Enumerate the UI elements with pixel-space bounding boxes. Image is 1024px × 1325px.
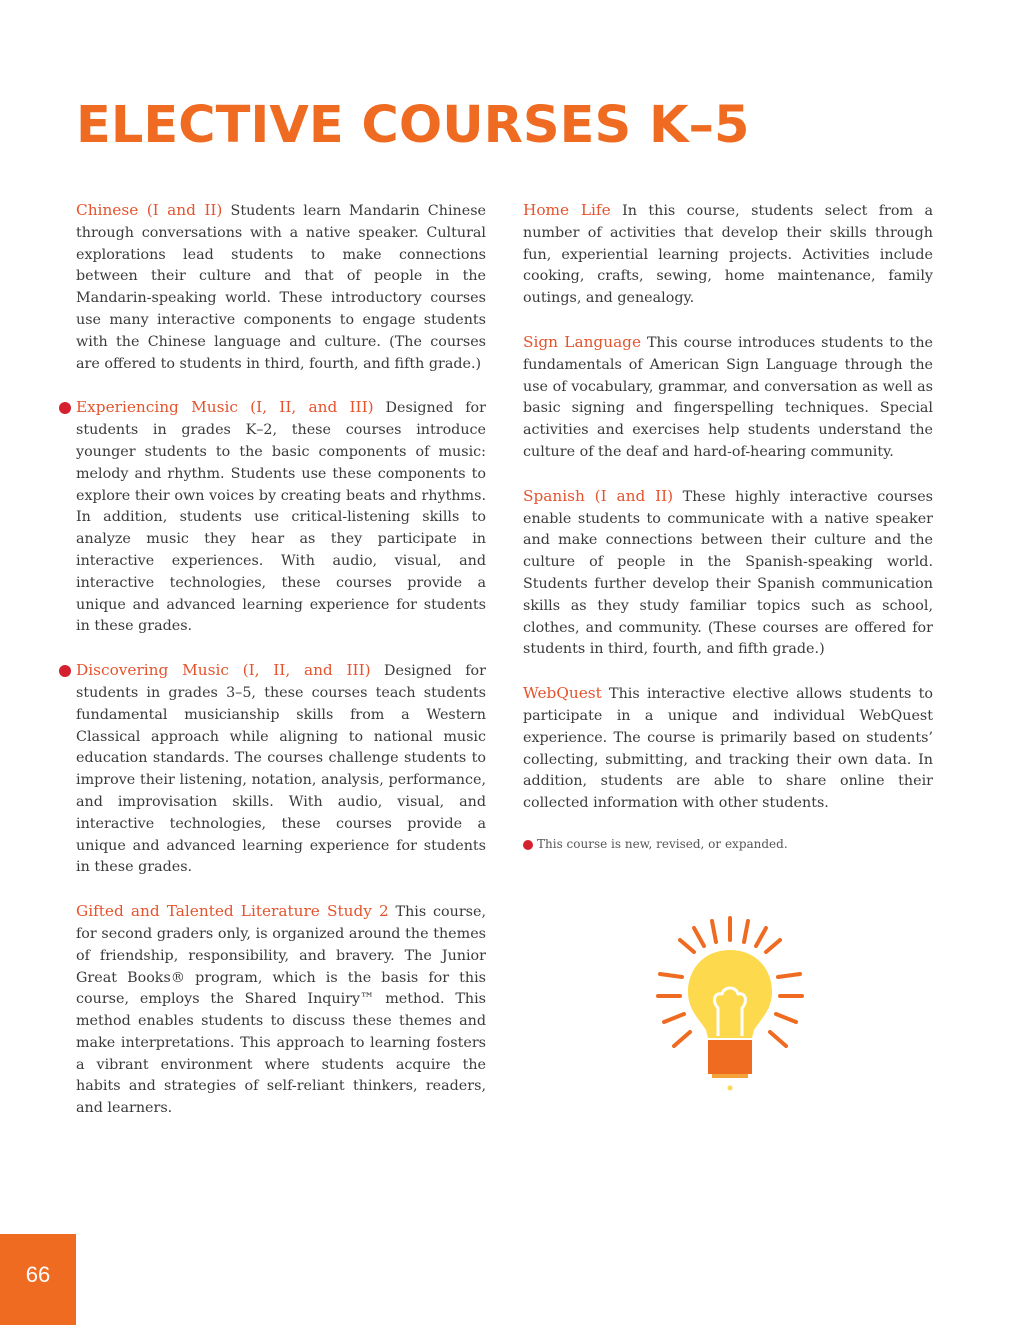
course-entry-gifted-literature [76,901,486,1120]
light-ray [660,974,682,977]
new-course-marker-icon [59,665,71,677]
course-name: Discovering Music (I, II, and III) [76,661,371,680]
light-ray [664,1014,684,1022]
legend-text: This course is new, revised, or expanded. [537,836,788,851]
course-description: This course, for second graders only, is organized around the themes of friendship, responsibility, and bravery. The Junior Great Books® program, which is the basis for this course, employs the Shared Inquiry™ method. This method enables students to discuss these themes and make interpretations. This approach to learning fosters a vibrant environment where students acquire the habits and strategies of self-reliant thinkers, readers, and learners. [76,904,486,1117]
light-ray [766,940,780,952]
light-ray [756,928,766,946]
light-ray [712,921,716,942]
course-name: Home Life [523,201,611,219]
course-entry-discovering-music [76,660,486,879]
bulb-glass [688,950,772,1038]
light-ray [694,928,704,946]
page-title: ELECTIVE COURSES K–5 [76,96,750,155]
course-entry-webquest [523,683,933,815]
course-name: Sign Language [523,332,642,351]
right-column [523,200,933,851]
course-description: Students learn Mandarin Chinese through conversations with a native speaker. Cultural explorations lead students to make connections between their culture and that of people in the Mandarin-speaking world. These introductory courses use many interactive components to engage students with the Chinese language and culture. (The courses are offered to students in third, fourth, and fifth grade.) [76,203,486,372]
course-description: Designed for students in grades 3–5, these courses teach students fundamental musicianship skills from a Western Classical approach while aligning to national music education standards. The courses challenge students to improve their listening, notation, analysis, performance, and improvisation skills. With audio, visual, and interactive technologies, these courses provide a unique and advanced learning experience for students in these grades. [76,663,486,876]
course-name: Chinese (I and II) [76,201,223,219]
course-entry-home-life [523,200,933,310]
course-entry-experiencing-music [76,397,486,638]
light-ray [776,1014,796,1022]
course-description: This interactive elective allows students to participate in a unique and individual WebQuest experience. The course is primarily based on students’ collecting, submitting, and tracking their own data. In addition, students are able to share online their collected information with other students. [523,686,934,812]
course-entry-chinese [76,200,486,375]
course-entry-sign-language [523,332,933,464]
light-ray [680,940,694,952]
course-entry-spanish [523,486,933,661]
new-course-marker-icon [59,402,71,414]
red-dot-icon [523,840,533,850]
course-description: This course introduces students to the fundamentals of American Sign Language through the use of vocabulary, grammar, and conversation as well as basic signing and fingerspelling techniques. Special activities and exercises help students understand the culture of the deaf and hard-of-hearing community. [523,334,933,460]
course-name: Spanish (I and II) [523,486,674,505]
bulb-base-rim [712,1074,748,1078]
bulb-base [708,1040,752,1074]
light-ray [770,1032,786,1046]
light-ray [744,921,748,942]
light-ray [778,974,800,977]
course-description: These highly interactive courses enable students to communicate with a native speaker and make connections between their culture and the culture of people in the Spanish-speaking world. Students further develop their Spanish communication skills as they study familiar topics such as school, clothes, and community. (These courses are offered for students in third, fourth, and fifth grade.) [523,488,933,658]
bulb-spark [728,1086,733,1091]
course-description: Designed for students in grades K–2, these courses introduce younger students to the basic components of music: melody and rhythm. Students use these components to explore their own voices by creating beats and rhythms. In addition, students use critical-listening skills to analyze music they hear as they participate in interactive experiences. With audio, visual, and interactive technologies, these courses provide a unique and advanced learning experience for students in these grades. [76,400,486,635]
page-number-box [0,1234,76,1325]
lightbulb-icon [650,912,810,1092]
light-ray [674,1032,690,1046]
course-description: In this course, students select from a number of activities that develop their skills through fun, experiential learning projects. Activities include cooking, crafts, sewing, home maintenance, family outings, and genealogy. [523,203,934,307]
course-name: WebQuest [523,684,602,703]
course-name: Experiencing Music (I, II, and III) [76,398,374,417]
left-column [76,200,486,1142]
page-number: 66 [25,1262,51,1287]
course-name: Gifted and Talented Literature Study 2 [76,902,389,921]
legend [523,837,933,851]
